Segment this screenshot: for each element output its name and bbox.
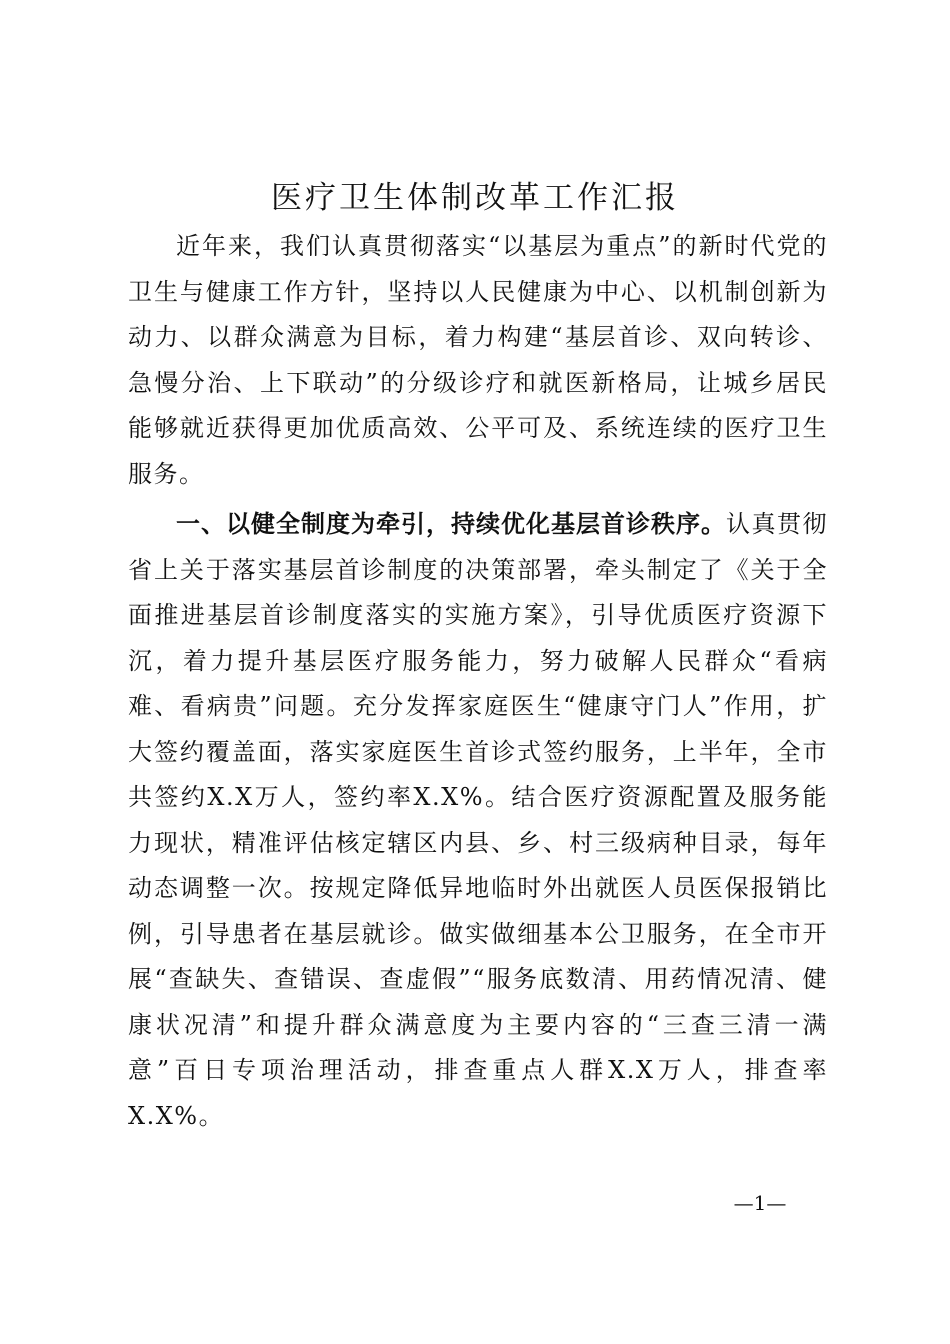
document-title: 医疗卫生体制改革工作汇报 xyxy=(271,180,679,216)
section-1-body: 认真贯彻省上关于落实基层首诊制度的决策部署，牵头制定了《关于全面推进基层首诊制度落实的实施方案》，引导优质医疗资源下沉，着力提升基层医疗服务能力，努力破解人民群众“看病难、看病贵”问题。充分发挥家庭医生“健康守门人”作用，扩大签约覆盖面，落实家庭医生首诊式签约服务，上半年，全市共签约X.X万人，签约率X.X%。结合医疗资源配置及服务能力现状，精准评估核定辖区内县、乡、村三级病种目录，每年动态调整一次。按规定降低异地临时外出就医人员医保报销比例，引导患者在基层就诊。做实做细基本公卫服务，在全市开展“查缺失、查错误、查虚假”“服务底数清、用药情况清、健康状况清”和提升群众满意度为主要内容的“三查三清一满意”百日专项治理活动，排查重点人群X.X万人，排查率X.X%。 xyxy=(128,510,828,1130)
intro-paragraph: 近年来，我们认真贯彻落实“以基层为重点”的新时代党的卫生与健康工作方针，坚持以人民健康为中心、以机制创新为动力、以群众满意为目标，着力构建“基层首诊、双向转诊、急慢分治、上下联动”的分级诊疗和就医新格局，让城乡居民能够就近获得更加优质高效、公平可及、系统连续的医疗卫生服务。 xyxy=(128,232,828,488)
section-1-paragraph xyxy=(128,502,828,1139)
section-1-heading: 一、以健全制度为牵引，持续优化基层首诊秩序。 xyxy=(176,510,726,538)
page-number: —1— xyxy=(733,1191,787,1215)
